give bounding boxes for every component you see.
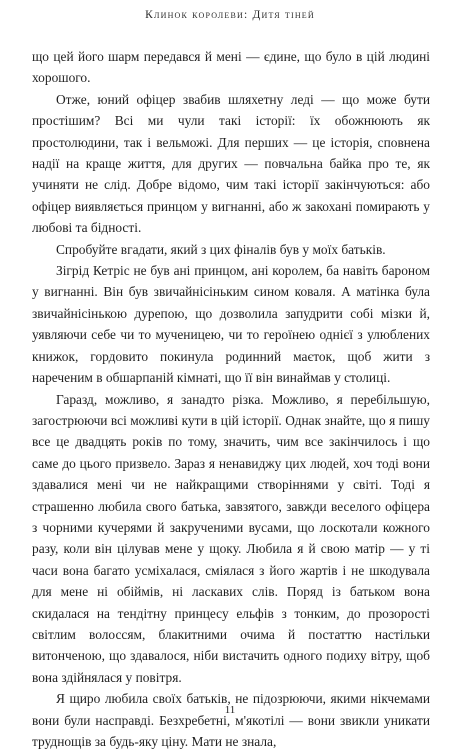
- paragraph: Спробуйте вгадати, який з цих фіналів був у моїх батьків.: [56, 241, 386, 257]
- body-text: [32, 46, 430, 752]
- paragraph: Я щиро любила своїх батьків, не підозрюючи, якими нікчемами вони були насправді. Безхребетні, м'якотілі — вони звикли уникати труднощів за будь-яку ціну. Мати не знала,: [32, 691, 430, 749]
- paragraph: Гаразд, можливо, я занадто різка. Можливо, я перебільшую, загострюючи всі можливі кути в цій історії. Однак знайте, що я пишу все це двадцять років по тому, значить, чим все закінчилось і що саме до цього призвело. Зараз я ненавиджу цих людей, хоч тоді вони здавалися мені чи не найкращими створіннями у світі. Тоді я страшенно любила свого батька, завзятого, завжди веселого офіцера з чорними кучерями й закрученими вусами, що лоскотали кожного разу, коли він цілував мене у щоку. Любила я й свою матір — у ті часи вона багато усміхалася, сміялася з його жартів і не шкодувала для мене ні обіймів, ні ласкавих слів. Поряд із батьком вона скидалася на тендітну принцесу ельфів з тонким, до прозорості світлим волоссям, блакитними очима й постаттю настільки витонченою, що здавалося, ніби вистачить одного подиху вітру, щоб вона здійнялася у повітря.: [32, 391, 430, 685]
- running-title: Клинок королеви: Дитя тіней: [145, 9, 315, 21]
- page-number: 11: [224, 704, 236, 716]
- paragraph: Зігрід Кетріс не був ані принцом, ані королем, ба навіть бароном у вигнанні. Він був звичайнісіньким сином коваля. А матінка була звичайнісінькою дурепою, що дозволила запудрити собі мізки й, уявляючи себе чи то мученицею, чи то героїнею однієї з улюблених книжок, гордовито покинула родинний маєток, щоб жити з нареченим в обшарпаній кімнаті, що її він винаймав у столиці.: [32, 263, 430, 386]
- paragraph-continuation: що цей його шарм передався й мені — єдине, що було в цій людині хорошого.: [32, 49, 430, 86]
- paragraph: Отже, юний офіцер звабив шляхетну леді — що може бути простішим? Всі ми чули такі історії: їх обожнюють як простолюдини, так і вельможі. Для перших — це історія, сповнена надії на краще життя, для других — повчальна байка про те, як учиняти не слід. Добре відомо, чим такі історії закінчуються: або офіцер виявляється принцом у вигнанні, або ж закохані помирають у любові та бідності.: [32, 91, 430, 236]
